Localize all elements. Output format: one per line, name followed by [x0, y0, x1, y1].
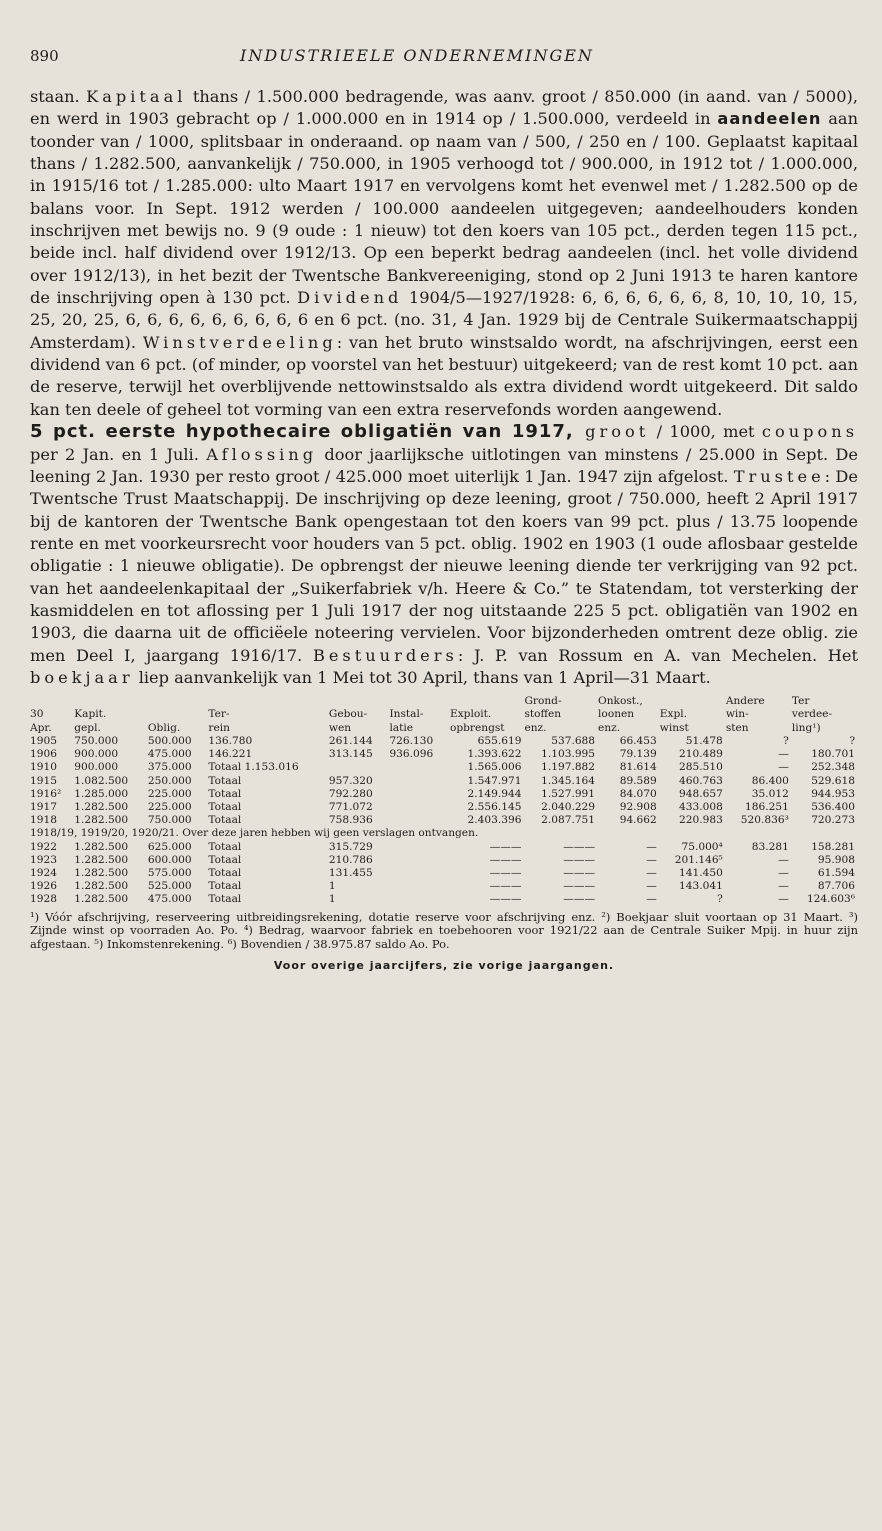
- table-cell: 83.281: [751, 840, 789, 853]
- table-cell: 2.040.229: [541, 800, 596, 813]
- table-cell: Ter-: [208, 708, 230, 721]
- text-run: per 2 Jan. en 1 Juli.: [30, 444, 207, 464]
- table-cell: 1.527.991: [541, 787, 596, 800]
- table-cell: —: [646, 880, 657, 893]
- table-cell: 158.281: [811, 840, 855, 853]
- table-cell: 225.000: [147, 787, 192, 800]
- table-cell: 520.836³: [740, 814, 789, 827]
- table-cell: [148, 708, 209, 721]
- table-cell: 625.000: [147, 840, 192, 853]
- financial-table-body: [30, 695, 858, 906]
- table-row: [30, 761, 858, 774]
- table-cell: sten: [725, 721, 749, 734]
- table-cell: 1922: [30, 840, 57, 853]
- table-cell: —: [646, 866, 657, 879]
- table-row: [30, 801, 858, 814]
- table-cell: 720.273: [811, 814, 855, 827]
- table-cell: 1905: [30, 734, 57, 747]
- table-cell: Totaal: [208, 840, 242, 853]
- table-cell: ?: [783, 734, 789, 747]
- table-cell: ———: [563, 893, 596, 906]
- table-cell: ———: [489, 866, 522, 879]
- table-row: [30, 788, 858, 801]
- table-cell: [389, 801, 450, 814]
- table-cell: 95.908: [817, 853, 855, 866]
- table-note-cell: 1918/19, 1919/20, 1920/21. Over deze jaren hebben wij geen verslagen ontvangen.: [30, 827, 479, 840]
- table-cell: 944.953: [811, 787, 855, 800]
- table-row: [30, 893, 858, 906]
- table-cell: 225.000: [147, 800, 192, 813]
- table-cell: [389, 761, 450, 774]
- table-row: [30, 827, 858, 840]
- table-cell: 81.614: [619, 761, 657, 774]
- table-cell: 1.282.500: [74, 866, 129, 879]
- table-cell: [450, 695, 524, 708]
- table-cell: 1.103.995: [541, 748, 596, 761]
- table-cell: ———: [563, 880, 596, 893]
- bestuurders-term: Bestuurders: [312, 645, 458, 665]
- winstverdeeling-term: Winstverdeeling: [142, 332, 337, 352]
- table-row: [30, 735, 858, 748]
- table-cell: —: [646, 840, 657, 853]
- table-cell: 180.701: [811, 748, 855, 761]
- table-cell: 1906: [30, 748, 57, 761]
- table-cell: Grond-: [524, 695, 562, 708]
- table-cell: 210.489: [679, 748, 723, 761]
- table-cell: 220.983: [679, 814, 723, 827]
- table-cell: opbrengst: [449, 721, 505, 734]
- table-cell: 1.282.500: [74, 853, 129, 866]
- table-row: [30, 841, 858, 854]
- table-cell: 1.082.500: [74, 774, 129, 787]
- aflossing-term: Aflossing: [206, 444, 318, 464]
- table-cell: [660, 695, 726, 708]
- table-cell: Totaal: [208, 787, 242, 800]
- table-cell: 936.096: [389, 748, 434, 761]
- table-cell: [329, 761, 390, 774]
- table-cell: 285.510: [679, 761, 723, 774]
- table-header-row: [30, 722, 858, 735]
- running-title: INDUSTRIEELE ONDERNEMINGEN: [240, 46, 594, 65]
- body-text: [30, 86, 858, 689]
- text-run: staan.: [30, 87, 87, 106]
- table-cell: 261.144: [328, 734, 373, 747]
- table-cell: 30: [30, 708, 44, 721]
- table-cell: Expl.: [659, 708, 688, 721]
- bond-paragraph: [30, 421, 858, 689]
- table-cell: 1.282.500: [74, 814, 129, 827]
- table-cell: Totaal: [208, 880, 242, 893]
- table-cell: 1.282.500: [74, 880, 129, 893]
- table-cell: 75.000⁴: [681, 840, 723, 853]
- table-row: [30, 880, 858, 893]
- text-run: door jaarlijksche uitlotingen van minstens / 25.000 in Sept. De leening 2 Jan. 1930 per resto groot / 425.000 moet uiterlijk 1 Jan. 1947 zijn afgelost.: [30, 444, 858, 486]
- table-cell: 1.393.622: [467, 748, 522, 761]
- table-cell: stoffen: [524, 708, 562, 721]
- table-cell: 131.455: [328, 866, 373, 879]
- text-run: / 1000, met: [649, 422, 762, 442]
- table-cell: rein: [208, 721, 230, 734]
- trustee-term: Trustee: [733, 466, 825, 486]
- table-cell: 1.565.006: [467, 761, 522, 774]
- table-cell: Exploit.: [449, 708, 492, 721]
- table-cell: 655.619: [477, 734, 522, 747]
- table-cell: 66.453: [619, 734, 657, 747]
- footnotes: ¹) Vóór afschrijving, reserveering uitbreidingsrekening, dotatie reserve voor afschrijving enz. ²) Boekjaar sluit voortaan op 31 Maart. ³) Zijnde winst op voorraden Ao. Po. ⁴) Bedrag, waarvoor fabriek en toebehooren voor 1921/22 aan de Centrale Suiker Mpij. in huur zijn afgestaan. ⁵) Inkomstenrekening. ⁶) Bovendien / 38.975.87 saldo Ao. Po.: [30, 909, 858, 951]
- table-row: [30, 867, 858, 880]
- text-run: thans / 1.500.000 bedragende, was aanv. groot / 850.000 (in aand. van / 5000), en werd in 1903 gebracht op / 1.000.000 en in 1914 op / 1.500.000, verdeeld in: [30, 87, 858, 129]
- text-run: : J. P. van Rossum en A. van Mechelen. Het: [457, 645, 858, 665]
- boekjaar-term: boekjaar: [30, 667, 134, 687]
- capital-paragraph: [30, 86, 858, 421]
- bond-title: 5 pct. eerste hypothecaire obligatiën van 1917,: [30, 421, 574, 443]
- table-cell: 575.000: [147, 866, 192, 879]
- text-run: 1904/5—1927/1928: 6, 6, 6, 6, 6, 6, 8, 10, 10, 10, 15, 25, 20, 25, 6, 6, 6, 6, 6, 6, 6, 6, 6 en 6 pct. (no. 31, 4 Jan. 1929 bij de Centrale Suikermaatschappij Amsterdam).: [30, 288, 858, 352]
- table-cell: win-: [725, 708, 749, 721]
- final-note: Voor overige jaarcijfers, zie vorige jaargangen.: [273, 959, 615, 973]
- table-cell: ?: [717, 893, 723, 906]
- table-cell: 900.000: [74, 761, 119, 774]
- table-cell: 250.000: [147, 774, 192, 787]
- table-cell: 1: [328, 893, 336, 906]
- table-cell: loonen: [598, 708, 635, 721]
- table-cell: —: [778, 761, 789, 774]
- table-cell: 2.149.944: [467, 787, 522, 800]
- table-cell: 201.146⁵: [674, 853, 723, 866]
- table-cell: 94.662: [619, 814, 657, 827]
- table-cell: 1.345.164: [541, 774, 596, 787]
- table-cell: Oblig.: [147, 721, 181, 734]
- table-cell: [389, 880, 450, 893]
- table-cell: 1923: [30, 853, 57, 866]
- table-cell: ling¹): [791, 721, 821, 734]
- table-cell: 2.556.145: [467, 800, 522, 813]
- table-cell: Instal-: [389, 708, 424, 721]
- table-cell: Totaal 1.153.016: [208, 761, 299, 774]
- table-cell: 600.000: [147, 853, 192, 866]
- text-run: aan toonder van / 1000, splitsbaar in onderaand. op naam van / 500, / 250 en / 100. Geplaatst kapitaal thans / 1.282.500, aanvankelijk / 750.000, in 1905 verhoogd tot / 900.000, in 1912 tot / 1.000.000, in 1915/16 tot / 1.285.000: ulto Maart 1917 en vervolgens komt het evenwel met / 1.282.500 op de balans voor. In Sept. 1912 werden / 100.000 aandeelen uitgegeven; aandeelhouders konden inschrijven met bewijs no. 9 (9 oude : 1 nieuw) tot den koers van 105 pct., derden tegen 115 pct., beide incl. half dividend over 1912/13. Op een beperkt bedrag aandeelen (incl. het volle dividend over 1912/13), in het bezit der Twentsche Bankvereeniging, stond op 2 Juni 1913 te haren kantore de inschrijving open à 130 pct.: [30, 109, 859, 308]
- table-row: [30, 775, 858, 788]
- table-cell: Totaal: [208, 800, 242, 813]
- table-cell: 2.087.751: [541, 814, 596, 827]
- table-cell: [148, 695, 209, 708]
- financial-table: [30, 695, 858, 906]
- table-cell: Totaal: [208, 893, 242, 906]
- table-cell: 1.197.882: [541, 761, 596, 774]
- table-row: [30, 814, 858, 827]
- table-cell: [389, 841, 450, 854]
- table-cell: Kapit.: [74, 708, 107, 721]
- text-run: liep aanvankelijk van 1 Mei tot 30 April, thans van 1 April—31 Maart.: [133, 667, 711, 687]
- table-cell: 726.130: [389, 734, 434, 747]
- table-cell: 210.786: [328, 853, 373, 866]
- table-cell: 87.706: [817, 880, 855, 893]
- table-cell: ———: [489, 853, 522, 866]
- table-header-row: [30, 695, 858, 708]
- table-cell: ———: [563, 866, 596, 879]
- table-cell: [389, 788, 450, 801]
- table-cell: 525.000: [147, 880, 192, 893]
- table-cell: wen: [328, 721, 352, 734]
- table-cell: ———: [489, 880, 522, 893]
- table-cell: —: [778, 748, 789, 761]
- table-cell: —: [778, 880, 789, 893]
- table-cell: 2.403.396: [467, 814, 522, 827]
- text-run: : De Twentsche Trust Maatschappij. De inschrijving op deze leening, groot / 750.000, heeft 2 April 1917 bij de kantoren der Twentsche Bank opengestaan tot den koers van 99 pct. plus / 13.75 loopende rente en met voorkeursrecht voor houders van 5 pct. oblig. 1902 en 1903 (1 oude aflosbaar gestelde obligatie : 1 nieuwe obligatie). De opbrengst der nieuwe leening diende ter verkrijging van 92 pct. van het aandeelenkapitaal der „Suikerfabriek v/h. Heere & Co.” te Statendam, tot versterking der kasmiddelen en tot aflossing per 1 Juli 1917 der nog uitstaande 225 5 pct. obligatiën van 1902 en 1903, die daarna uit de officiëele noteering vervielen. Voor bijzonderheden omtrent deze oblig. zie men Deel I, jaargang 1916/17.: [30, 466, 858, 665]
- dividend-term: Dividend: [297, 288, 403, 308]
- table-cell: 1917: [30, 800, 57, 813]
- table-cell: 1.282.500: [74, 840, 129, 853]
- table-cell: 124.603⁶: [806, 893, 855, 906]
- table-cell: 146.221: [208, 748, 253, 761]
- table-cell: enz.: [524, 721, 547, 734]
- table-cell: Andere: [725, 695, 765, 708]
- page-number: 890: [30, 47, 59, 65]
- kapitaal-term: Kapitaal: [86, 87, 187, 106]
- table-cell: 529.618: [811, 774, 855, 787]
- table-cell: 86.400: [751, 774, 789, 787]
- table-cell: 143.041: [679, 880, 723, 893]
- table-cell: 1915: [30, 774, 57, 787]
- table-cell: 900.000: [74, 748, 119, 761]
- table-cell: [389, 775, 450, 788]
- table-cell: 61.594: [817, 866, 855, 879]
- table-cell: 315.729: [328, 840, 373, 853]
- table-cell: [389, 893, 450, 906]
- table-cell: 792.280: [328, 787, 373, 800]
- table-cell: 475.000: [147, 748, 192, 761]
- table-cell: 460.763: [679, 774, 723, 787]
- table-cell: 1924: [30, 866, 57, 879]
- table-cell: 1: [328, 880, 336, 893]
- table-cell: —: [778, 893, 789, 906]
- table-cell: Totaal: [208, 814, 242, 827]
- table-cell: —: [778, 853, 789, 866]
- table-cell: latie: [389, 721, 414, 734]
- table-cell: enz.: [598, 721, 621, 734]
- table-cell: 537.688: [551, 734, 596, 747]
- table-cell: 1918: [30, 814, 57, 827]
- table-cell: Onkost.,: [598, 695, 643, 708]
- table-cell: 1.282.500: [74, 800, 129, 813]
- table-cell: [389, 867, 450, 880]
- table-cell: 750.000: [74, 734, 119, 747]
- table-row: [30, 854, 858, 867]
- table-cell: 1928: [30, 893, 57, 906]
- table-cell: 92.908: [619, 800, 657, 813]
- table-cell: 51.478: [685, 734, 723, 747]
- table-cell: [329, 695, 390, 708]
- table-cell: 750.000: [147, 814, 192, 827]
- table-cell: ———: [489, 893, 522, 906]
- table-cell: [208, 695, 329, 708]
- aandeelen-term: aandeelen: [717, 109, 822, 129]
- table-cell: Apr.: [30, 721, 52, 734]
- table-cell: winst: [659, 721, 689, 734]
- table-cell: 433.008: [679, 800, 723, 813]
- table-cell: 313.145: [328, 748, 373, 761]
- table-cell: 136.780: [208, 734, 253, 747]
- table-cell: [389, 814, 450, 827]
- table-cell: 186.251: [745, 800, 789, 813]
- table-cell: gepl.: [74, 721, 101, 734]
- table-cell: Totaal: [208, 866, 242, 879]
- table-cell: [74, 695, 148, 708]
- table-cell: —: [646, 893, 657, 906]
- page-header: [30, 46, 858, 86]
- table-cell: 771.072: [328, 800, 373, 813]
- table-cell: 1.547.971: [467, 774, 522, 787]
- table-cell: 948.657: [679, 787, 723, 800]
- table-cell: ———: [563, 840, 596, 853]
- table-cell: Ter: [791, 695, 810, 708]
- table-cell: ———: [489, 840, 522, 853]
- table-cell: 758.936: [328, 814, 373, 827]
- table-cell: [389, 695, 450, 708]
- table-cell: 475.000: [147, 893, 192, 906]
- table-cell: Gebou-: [328, 708, 368, 721]
- table-cell: [30, 695, 74, 708]
- table-cell: Totaal: [208, 853, 242, 866]
- table-cell: 79.139: [619, 748, 657, 761]
- table-header-row: [30, 708, 858, 721]
- table-cell: 89.589: [619, 774, 657, 787]
- table-cell: 84.070: [619, 787, 657, 800]
- table-cell: ———: [563, 853, 596, 866]
- table-cell: 1.282.500: [74, 893, 129, 906]
- table-cell: Totaal: [208, 774, 242, 787]
- table-cell: 536.400: [811, 800, 855, 813]
- table-cell: 252.348: [811, 761, 855, 774]
- table-cell: 1910: [30, 761, 57, 774]
- table-cell: 1916²: [30, 787, 62, 800]
- table-cell: 957.320: [328, 774, 373, 787]
- text-run: : van het bruto winstsaldo wordt, na afschrijvingen, eerst een dividend van 6 pct. (of minder, op voorstel van het bestuur) uitgekeerd; van de rest komt 10 pct. aan de reserve, terwijl het overblijvende nettowinstsaldo als extra dividend wordt uitgekeerd. Dit saldo kan ten deele of geheel tot vorming van een extra reservefonds worden aangewend.: [30, 332, 858, 419]
- table-cell: —: [646, 853, 657, 866]
- table-cell: verdee-: [791, 708, 833, 721]
- groot-term: groot: [573, 422, 650, 442]
- table-cell: —: [778, 866, 789, 879]
- table-cell: 375.000: [147, 761, 192, 774]
- coupons-term: coupons: [761, 422, 858, 442]
- table-cell: 500.000: [147, 734, 192, 747]
- table-cell: [389, 854, 450, 867]
- table-cell: ?: [849, 734, 855, 747]
- table-row: [30, 748, 858, 761]
- table-cell: 35.012: [751, 787, 789, 800]
- table-cell: 1.285.000: [74, 787, 129, 800]
- table-cell: 1926: [30, 880, 57, 893]
- table-cell: 141.450: [679, 866, 723, 879]
